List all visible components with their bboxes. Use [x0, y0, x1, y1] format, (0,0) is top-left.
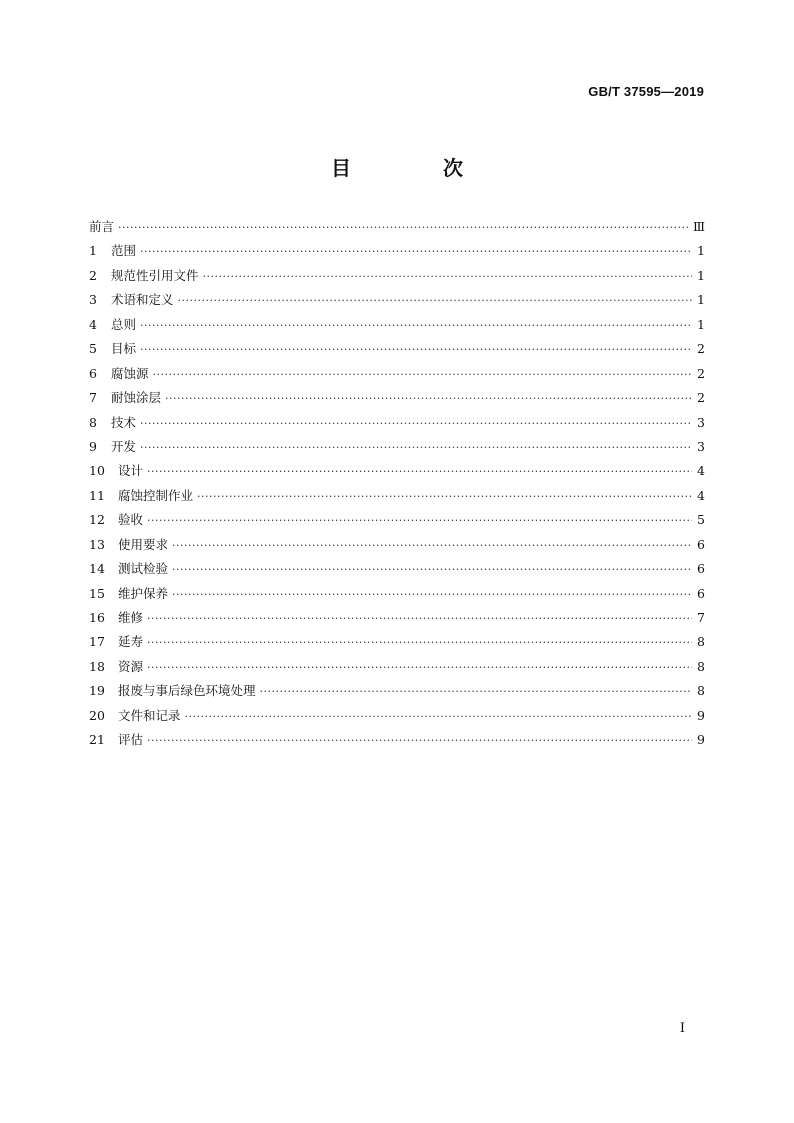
toc-entry-number: 17 — [89, 634, 105, 650]
toc-entry-page: 8 — [697, 658, 705, 674]
toc-leader-dots — [172, 588, 692, 601]
toc-entry-label: 腐蚀源 — [111, 365, 149, 381]
toc-leader-dots — [178, 294, 692, 307]
toc-entry-label: 腐蚀控制作业 — [118, 487, 194, 503]
toc-entry-number: 9 — [89, 438, 97, 454]
toc-entry-number: 6 — [89, 365, 97, 381]
toc-entry-label: 文件和记录 — [118, 707, 181, 723]
toc-entry-label: 前言 — [89, 219, 115, 234]
toc-entry-page: 1 — [697, 267, 705, 283]
toc-entry-number: 7 — [89, 390, 97, 406]
toc-leader-dots — [147, 734, 692, 747]
toc-entry-page: 1 — [697, 243, 705, 259]
toc-leader-dots — [172, 563, 692, 576]
toc-entry-page: 6 — [697, 536, 705, 552]
toc-entry[interactable] — [89, 290, 705, 314]
toc-entry-label: 设计 — [118, 463, 144, 479]
toc-leader-dots — [140, 343, 692, 356]
toc-entry[interactable] — [89, 339, 705, 363]
toc-entry-label: 开发 — [111, 438, 137, 454]
toc-entry-label: 延寿 — [118, 634, 144, 650]
toc-entry[interactable] — [89, 413, 705, 437]
page-title: 目 次 — [331, 156, 499, 180]
toc-entry-page: 6 — [697, 585, 705, 601]
toc-entry-number: 19 — [89, 683, 105, 699]
toc-entry-page: 5 — [697, 512, 705, 528]
toc-leader-dots — [140, 441, 692, 454]
toc-entry[interactable] — [89, 535, 705, 559]
toc-entry-label: 报废与事后绿色环境处理 — [118, 683, 256, 699]
toc-entry-page: 4 — [697, 487, 705, 503]
toc-entry-page: 8 — [697, 683, 705, 699]
toc-entry-number: 13 — [89, 536, 105, 552]
toc-leader-dots — [153, 368, 692, 381]
toc-entry-page: 2 — [697, 341, 705, 357]
toc-entry-number: 3 — [89, 292, 97, 308]
toc-entry[interactable] — [89, 730, 705, 754]
toc-entry-label: 范围 — [111, 243, 137, 259]
toc-entry-number: 12 — [89, 512, 105, 528]
toc-entry-label: 资源 — [118, 658, 144, 674]
toc-entry-number: 11 — [89, 487, 105, 503]
toc-entry-label: 目标 — [111, 341, 137, 357]
toc-entry-number: 10 — [89, 463, 105, 479]
toc-entry-page: 6 — [697, 561, 705, 577]
toc-entry-label: 耐蚀涂层 — [111, 390, 162, 406]
toc-entry-page: 4 — [697, 463, 705, 479]
table-of-contents — [89, 217, 705, 755]
toc-leader-dots — [165, 392, 692, 405]
toc-entry-number: 2 — [89, 267, 97, 283]
toc-entry[interactable] — [89, 388, 705, 412]
toc-entry-page: 1 — [697, 316, 705, 332]
toc-leader-dots — [140, 417, 692, 430]
toc-entry[interactable] — [89, 559, 705, 583]
toc-entry[interactable] — [89, 437, 705, 461]
toc-leader-dots — [140, 245, 692, 258]
toc-entry[interactable] — [89, 315, 705, 339]
toc-entry[interactable] — [89, 510, 705, 534]
toc-leader-dots — [147, 661, 692, 674]
toc-entry-page: 3 — [697, 414, 705, 430]
toc-entry-page: 3 — [697, 438, 705, 454]
toc-entry-number: 15 — [89, 585, 105, 601]
toc-entry-number: 8 — [89, 414, 97, 430]
toc-entry[interactable] — [89, 632, 705, 656]
toc-entry-number: 16 — [89, 610, 105, 625]
toc-entry-page: 9 — [697, 707, 705, 723]
toc-entry-label: 规范性引用文件 — [111, 267, 199, 283]
toc-entry[interactable] — [89, 608, 705, 632]
toc-leader-dots — [147, 514, 692, 527]
toc-entry-page: 9 — [697, 732, 705, 748]
toc-entry-label: 使用要求 — [118, 536, 169, 552]
toc-entry[interactable] — [89, 657, 705, 681]
toc-entry-label: 测试检验 — [118, 561, 169, 577]
toc-entry-number: 18 — [89, 658, 105, 674]
toc-leader-dots — [118, 221, 689, 234]
toc-leader-dots — [140, 319, 692, 332]
toc-leader-dots — [185, 710, 692, 723]
toc-entry-label: 评估 — [118, 732, 144, 748]
toc-leader-dots — [147, 636, 692, 649]
toc-entry[interactable] — [89, 364, 705, 388]
toc-entry-page: 1 — [697, 292, 705, 308]
toc-entry-page: 2 — [697, 390, 705, 406]
toc-entry-label: 维护保养 — [118, 585, 169, 601]
toc-leader-dots — [197, 490, 692, 503]
toc-entry-number: 14 — [89, 561, 105, 577]
toc-entry-page: 8 — [697, 634, 705, 650]
standard-number: GB/T 37595—2019 — [588, 84, 704, 99]
toc-entry[interactable] — [89, 584, 705, 608]
toc-entry[interactable] — [89, 681, 705, 705]
toc-entry-label: 验收 — [118, 512, 144, 528]
toc-entry[interactable] — [89, 461, 705, 485]
toc-entry-label: 维修 — [118, 610, 144, 625]
toc-entry-number: 21 — [89, 732, 105, 748]
toc-entry-foreword[interactable] — [89, 217, 705, 241]
toc-leader-dots — [147, 612, 692, 625]
toc-entry-label: 术语和定义 — [111, 292, 174, 308]
toc-entry-page: Ⅲ — [692, 219, 705, 234]
toc-entry-number: 20 — [89, 707, 105, 723]
toc-entry[interactable] — [89, 241, 705, 265]
toc-entry-label: 技术 — [111, 414, 137, 430]
toc-entry-number: 5 — [89, 341, 97, 357]
page-number: I — [679, 1021, 685, 1036]
toc-entry[interactable] — [89, 486, 705, 510]
toc-entry-number: 1 — [89, 243, 97, 259]
toc-entry[interactable] — [89, 706, 705, 730]
toc-leader-dots — [147, 465, 692, 478]
toc-entry-page: 7 — [697, 610, 705, 625]
toc-entry-page: 2 — [697, 365, 705, 381]
toc-leader-dots — [203, 270, 692, 283]
toc-leader-dots — [172, 539, 692, 552]
toc-leader-dots — [260, 685, 692, 698]
toc-entry[interactable] — [89, 266, 705, 290]
toc-entry-label: 总则 — [111, 316, 137, 332]
toc-entry-number: 4 — [89, 316, 97, 332]
